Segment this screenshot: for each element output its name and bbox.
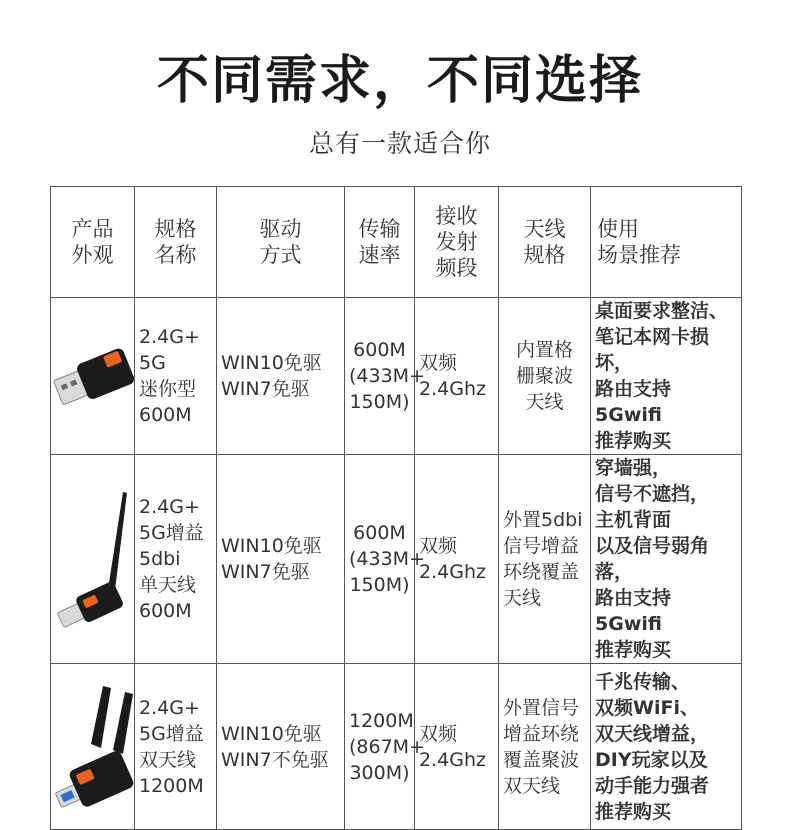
- transfer-speed: 1200M (867M+ 300M): [345, 664, 415, 830]
- dual-antenna-usb-adapter-icon: [51, 664, 135, 830]
- antenna-spec: 内置格 栅聚波 天线: [499, 298, 591, 455]
- usage-scenario: 千兆传输、 双频WiFi、 双天线增益， DIY玩家以及 动手能力强者 推荐购买: [591, 664, 742, 830]
- driver-mode: WIN10免驱 WIN7不免驱: [217, 664, 345, 830]
- table-row: [51, 455, 742, 664]
- page-title: 不同需求，不同选择: [156, 51, 643, 111]
- transfer-speed: 600M (433M+ 150M): [345, 298, 415, 455]
- header-speed: 传输 速率: [345, 187, 415, 298]
- driver-mode: WIN10免驱 WIN7免驱: [217, 298, 345, 455]
- header-driver: 驱动 方式: [217, 187, 345, 298]
- spec-table: [50, 186, 742, 830]
- header-band: 接收 发射 频段: [415, 187, 499, 298]
- frequency-band: 双频 2.4Ghz: [415, 455, 499, 664]
- spec-name: 2.4G+ 5G增益 5dbi 单天线 600M: [135, 455, 217, 664]
- page-subtitle: 总有一款适合你: [308, 129, 491, 158]
- table-row: [51, 664, 742, 830]
- mini-usb-wifi-adapter-icon: [51, 298, 135, 455]
- header-appearance: 产品 外观: [51, 187, 135, 298]
- transfer-speed: 600M (433M+ 150M): [345, 455, 415, 664]
- usage-scenario: 桌面要求整洁、 笔记本网卡损坏， 路由支持5Gwifi 推荐购买: [591, 298, 742, 455]
- header-antenna: 天线 规格: [499, 187, 591, 298]
- header-scenario: 使用 场景推荐: [591, 187, 742, 298]
- antenna-spec: 外置5dbi 信号增益 环绕覆盖 天线: [499, 455, 591, 664]
- frequency-band: 双频 2.4Ghz: [415, 664, 499, 830]
- antenna-spec: 外置信号 增益环绕 覆盖聚波 双天线: [499, 664, 591, 830]
- driver-mode: WIN10免驱 WIN7免驱: [217, 455, 345, 664]
- table-row: [51, 298, 742, 455]
- usage-scenario: 穿墙强， 信号不遮挡， 主机背面 以及信号弱角落， 路由支持5Gwifi 推荐购买: [591, 455, 742, 664]
- spec-name: 2.4G+ 5G增益 双天线 1200M: [135, 664, 217, 830]
- table-header-row: [51, 187, 742, 298]
- header-spec-name: 规格 名称: [135, 187, 217, 298]
- single-antenna-usb-adapter-icon: [51, 455, 135, 664]
- frequency-band: 双频 2.4Ghz: [415, 298, 499, 455]
- spec-name: 2.4G+ 5G 迷你型 600M: [135, 298, 217, 455]
